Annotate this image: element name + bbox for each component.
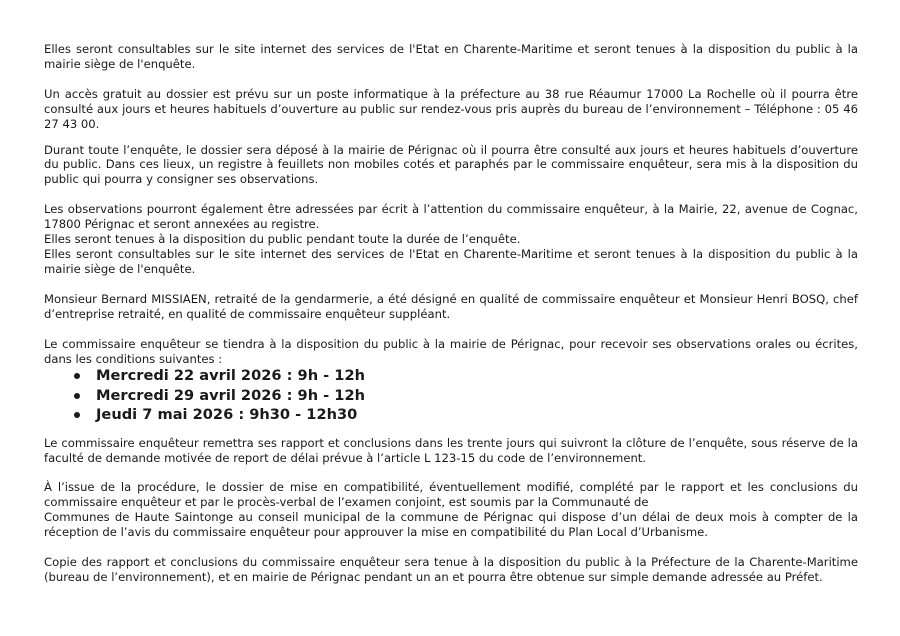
bullet-icon (74, 373, 80, 379)
paragraph-council-approval: Communes de Haute Saintonge au conseil municipal de la commune de Pérignac qui dispose d’un délai de deux mois à compter de la réception de l’avis du commissaire enquêteur pour approuver la mise en compatibilité du Plan Local d’Urbanisme. (44, 510, 858, 540)
permanence-dates-list (44, 366, 858, 424)
paragraph-observations-available: Elles seront tenues à la disposition du public pendant toute la durée de l’enquête. (44, 232, 521, 247)
bullet-icon (74, 393, 80, 399)
permanence-date-item: Mercredi 22 avril 2026 : 9h - 12h (74, 366, 858, 385)
paragraph-consultation-online: Elles seront consultables sur le site internet des services de l'Etat en Charente-Maritime et seront tenues à la disposition du public à la mairie siège de l'enquête. (44, 42, 858, 71)
paragraph-report-delivery: Le commissaire enquêteur remettra ses rapport et conclusions dans les trente jours qui suivront la clôture de l’enquête, sous réserve de la faculté de demande motivée de report de délai prévue à l’article L 123-15 du code de l’environnement. (44, 435, 858, 465)
permanence-date-item: Jeudi 7 mai 2026 : 9h30 - 12h30 (74, 405, 858, 424)
procedure-block (44, 480, 858, 540)
paragraph-permanence-intro: Le commissaire enquêteur se tiendra à la disposition du public à la mairie de Pérignac, pour recevoir ses observations orales ou écrites, dans les conditions suivantes : (44, 336, 858, 366)
paragraph-written-observations: Les observations pourront également être adressées par écrit à l’attention du commissaire enquêteur, à la Mairie, 22, avenue de Cognac, 17800 Pérignac et seront annexées au registre. (44, 202, 858, 232)
observations-block (44, 202, 858, 277)
paragraph-dossier-deposit: Durant toute l’enquête, le dossier sera déposé à la mairie de Pérignac où il pourra être consulté aux jours et heures habituels d’ouverture du public. Dans ces lieux, un registre à feuillets non mobiles cotés et paraphés par le commissaire enquêteur, sera mis à la disposition du public qui pourra y consigner ses observations. (44, 142, 858, 187)
paragraph-observations-online: Elles seront consultables sur le site internet des services de l'Etat en Charente-Maritime et seront tenues à la disposition du public à la mairie siège de l'enquête. (44, 246, 858, 276)
paragraph-commissioner-appointment: Monsieur Bernard MISSIAEN, retraité de la gendarmerie, a été désigné en qualité de commissaire enquêteur et Monsieur Henri BOSQ, chef d’entreprise retraité, en qualité de commissaire enquêteur suppléant. (44, 291, 858, 321)
paragraph-procedure-end: À l’issue de la procédure, le dossier de mise en compatibilité, éventuellement modifié, complété par le rapport et les conclusions du commissaire enquêteur et par le procès-verbal de l’examen conjoint, est soumis par la Communauté de (44, 480, 858, 510)
bullet-icon (74, 412, 80, 418)
permanence-date-item: Mercredi 29 avril 2026 : 9h - 12h (74, 386, 858, 405)
paragraph-report-copy: Copie des rapport et conclusions du commissaire enquêteur sera tenue à la disposition du public à la Préfecture de la Charente-Maritime (bureau de l’environnement), et en mairie de Pérignac pendant un an et pourra être obtenue sur simple demande adressée au Préfet. (44, 555, 858, 584)
paragraph-free-access: Un accès gratuit au dossier est prévu sur un poste informatique à la préfecture au 38 rue Réaumur 17000 La Rochelle où il pourra être consulté aux jours et heures habituels d’ouverture au public sur rendez-vous pris auprès du bureau de l’environnement – Téléphone : 05 46 27 43 00. (44, 86, 858, 131)
